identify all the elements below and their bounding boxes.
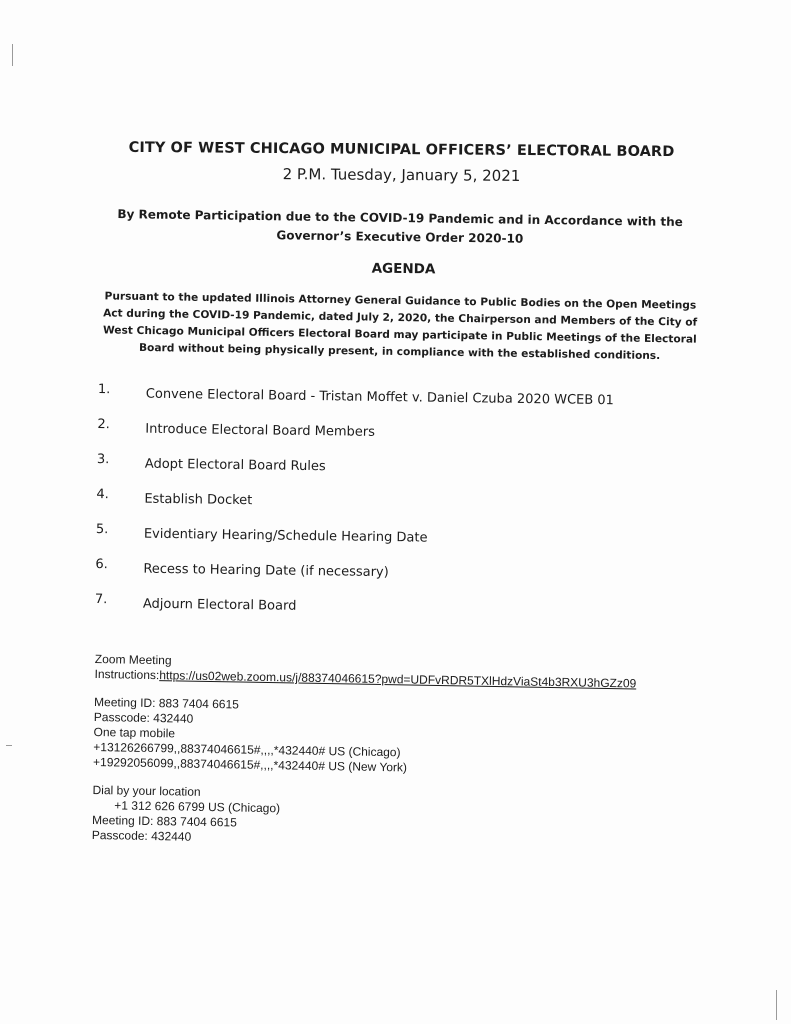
agenda-item-number: 6. <box>95 556 108 573</box>
intro-line: Act during the COVID-19 Pandemic, dated July 2, 2020, the Chairperson and Members of the City of <box>103 307 698 329</box>
scan-mark-left <box>6 745 12 746</box>
one-tap-chicago: +13126266799,,88374046615#,,,,*432440# US (Chicago) <box>93 739 401 760</box>
agenda-item-number: 4. <box>96 486 109 503</box>
dial-label: Dial by your location <box>92 782 201 799</box>
agenda-item-number: 1. <box>97 382 111 398</box>
agenda-item-number: 2. <box>97 416 110 433</box>
meeting-id: Meeting ID: 883 7404 6615 <box>94 694 240 712</box>
agenda-item-text: Recess to Hearing Date (if necessary) <box>143 561 389 581</box>
one-tap-new-york: +19292056099,,88374046615#,,,,*432440# US (New York) <box>92 754 408 775</box>
intro-paragraph <box>100 288 701 365</box>
agenda-item-text: Adopt Electoral Board Rules <box>144 456 326 475</box>
zoom-title: Zoom Meeting <box>94 652 172 668</box>
agenda-item-text: Evidentiary Hearing/Schedule Hearing Date <box>143 526 428 546</box>
dial-number: +1 312 626 6799 US (Chicago) <box>114 798 281 816</box>
remote-notice-line-1: By Remote Participation due to the COVID-19 Pandemic and in Accordance with the <box>117 207 683 229</box>
intro-line: Board without being physically present, in compliance with the established conditions. <box>138 341 661 363</box>
agenda-item-number: 5. <box>95 521 109 538</box>
agenda-heading: AGENDA <box>371 260 436 278</box>
board-heading: CITY OF WEST CHICAGO MUNICIPAL OFFICERS’ ELECTORAL BOARD <box>128 139 675 161</box>
instructions-label: Instructions: <box>94 666 160 683</box>
scan-mark-bottom-right <box>776 990 777 1020</box>
agenda-item-number: 3. <box>96 451 110 468</box>
scan-mark-top-left <box>12 44 13 66</box>
intro-line: Pursuant to the updated Illinois Attorney General Guidance to Public Bodies on the Open Meetings <box>104 290 697 312</box>
agenda-item-text: Convene Electoral Board - Tristan Moffet v. Daniel Czuba 2020 WCEB 01 <box>145 386 614 409</box>
agenda-item <box>95 592 655 635</box>
agenda-item-text: Establish Docket <box>144 491 253 509</box>
dial-meeting-id: Meeting ID: 883 7404 6615 <box>91 812 237 830</box>
one-tap-label: One tap mobile <box>93 724 176 741</box>
zoom-meeting-details <box>92 652 695 853</box>
agenda-item-text: Adjourn Electoral Board <box>142 596 297 614</box>
agenda-item-text: Introduce Electoral Board Members <box>145 421 376 440</box>
zoom-meeting-link[interactable]: https://us02web.zoom.us/j/88374046615?pwd=UDFvRDR5TXlHdzViaSt4b3RXU3hGZz09 <box>159 668 637 691</box>
agenda-list <box>95 382 658 635</box>
meeting-date: 2 P.M. Tuesday, January 5, 2021 <box>282 165 521 185</box>
remote-notice-line-2: Governor’s Executive Order 2020-10 <box>276 228 524 246</box>
passcode: Passcode: 432440 <box>93 709 194 726</box>
dial-passcode: Passcode: 432440 <box>91 827 192 844</box>
remote-participation-notice <box>110 205 690 251</box>
agenda-item-number: 7. <box>94 591 108 608</box>
intro-line: West Chicago Municipal Officers Electoral Board may participate in Public Meetings of the Electoral <box>102 324 697 346</box>
